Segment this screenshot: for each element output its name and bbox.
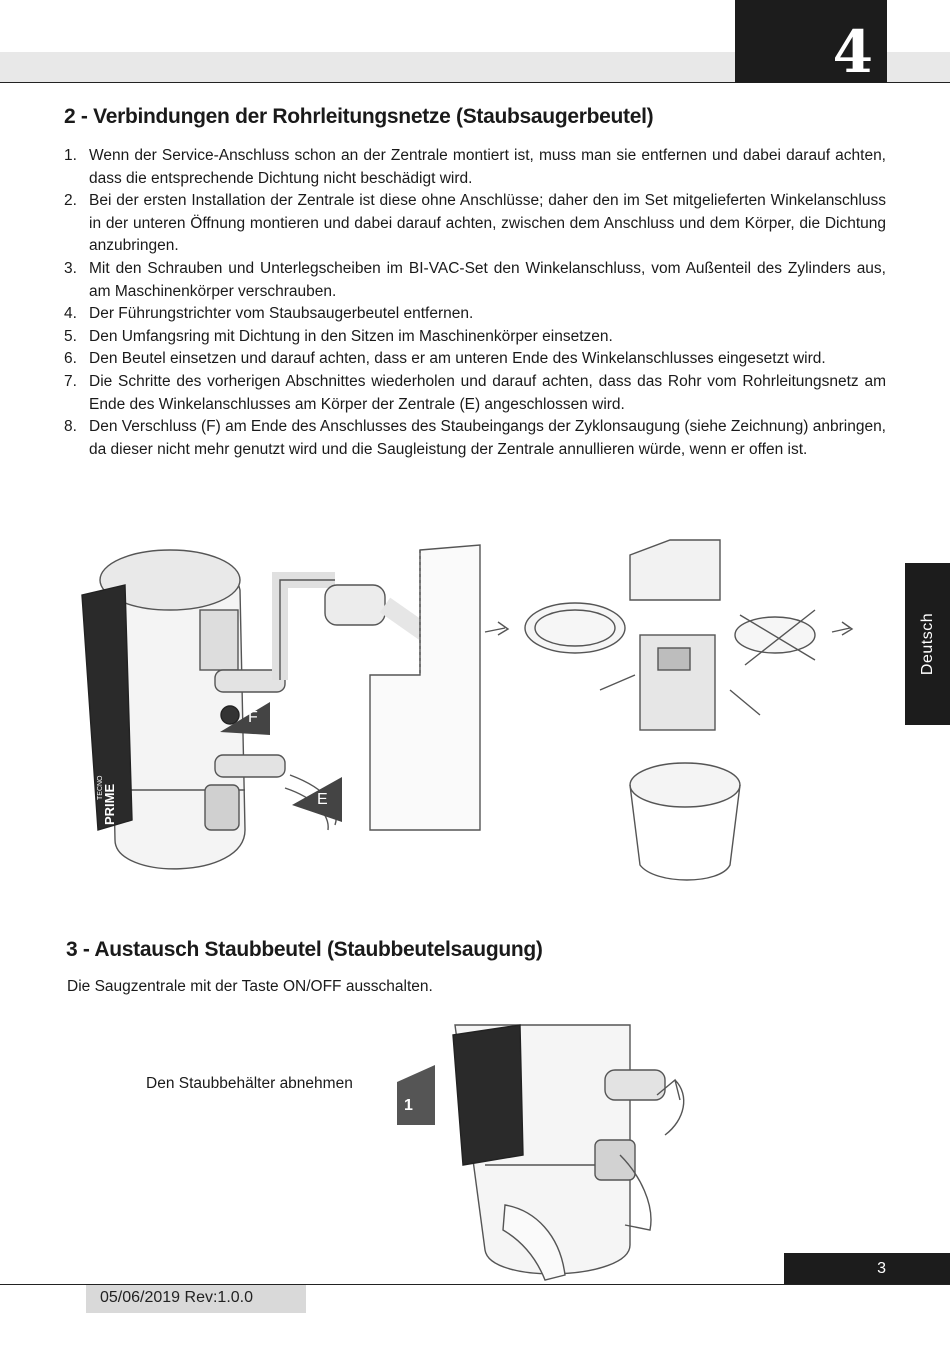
page-number: 3	[784, 1253, 950, 1284]
section-3-title: 3 - Austausch Staubbeutel (Staubbeutelsaugung)	[66, 938, 543, 961]
installation-figure	[70, 540, 850, 900]
step-item	[64, 348, 886, 371]
section-3-intro: Die Saugzentrale mit der Taste ON/OFF ausschalten.	[67, 978, 433, 995]
step-text: Den Verschluss (F) am Ende des Anschlusses des Staubeingangs der Zyklonsaugung (siehe Zeichnung) anbringen, da dieser nicht mehr genutzt wird und die Saugleistung der Zentrale annullieren würde, wenn er offen ist.	[89, 418, 886, 458]
language-tab-label: Deutsch	[918, 612, 936, 676]
installation-steps-list	[64, 145, 886, 461]
label-f: F	[248, 709, 258, 726]
step-text: Der Führungstrichter vom Staubsaugerbeutel entfernen.	[89, 305, 474, 323]
section-2-title: 2 - Verbindungen der Rohrleitungsnetze (Staubsaugerbeutel)	[64, 105, 654, 128]
revision-label: 05/06/2019 Rev:1.0.0	[86, 1285, 306, 1313]
step-text: Bei der ersten Installation der Zentrale ist diese ohne Anschlüsse; daher den im Set mitgelieferten Winkelanschluss in der unteren Öffnung montieren und dabei darauf achten, zwischen dem Anschluss und dem Körper, die Dichtung anzubringen.	[89, 192, 886, 255]
language-tab	[905, 563, 950, 725]
step-1-caption: Den Staubbehälter abnehmen	[146, 1075, 353, 1092]
step-item	[64, 190, 886, 258]
step-item	[64, 145, 886, 190]
step-number: 4.	[64, 305, 77, 323]
step-1-number: 1	[404, 1097, 413, 1114]
brand-mark-small: TECNO	[97, 775, 104, 800]
step-number: 3.	[64, 259, 77, 277]
step-1-figure	[395, 1025, 695, 1285]
step-number: 6.	[64, 350, 77, 368]
step-number: 8.	[64, 418, 77, 436]
label-e: E	[317, 791, 328, 808]
step-text: Die Schritte des vorherigen Abschnittes wiederholen und darauf achten, dass das Rohr vom Rohrleitungsnetz am Ende des Winkelanschlusses am Körper der Zentrale (E) angeschlossen wird.	[89, 372, 886, 413]
step-text: Den Beutel einsetzen und darauf achten, dass er am unteren Ende des Winkelanschlusses eingesetzt wird.	[89, 350, 826, 368]
step-number: 5.	[64, 327, 77, 345]
step-number: 2.	[64, 192, 77, 210]
step-item	[64, 303, 886, 326]
step-item	[64, 326, 886, 349]
step-text: Mit den Schrauben und Unterlegscheiben im BI-VAC-Set den Winkelanschluss, vom Außenteil des Zylinders aus, am Maschinenkörper verschrauben.	[89, 259, 886, 300]
step-item	[64, 371, 886, 416]
step-item	[64, 258, 886, 303]
step-number: 1.	[64, 147, 77, 164]
step-number: 7.	[64, 372, 77, 390]
brand-mark: PRIME	[102, 783, 117, 825]
step-text: Wenn der Service-Anschluss schon an der Zentrale montiert ist, muss man sie entfernen und dabei darauf achten, dass die entsprechende Dichtung nicht beschädigt wird.	[89, 147, 886, 187]
chapter-number: 4	[735, 0, 887, 83]
step-text: Den Umfangsring mit Dichtung in den Sitzen im Maschinenkörper einsetzen.	[89, 327, 613, 345]
step-item	[64, 416, 886, 461]
